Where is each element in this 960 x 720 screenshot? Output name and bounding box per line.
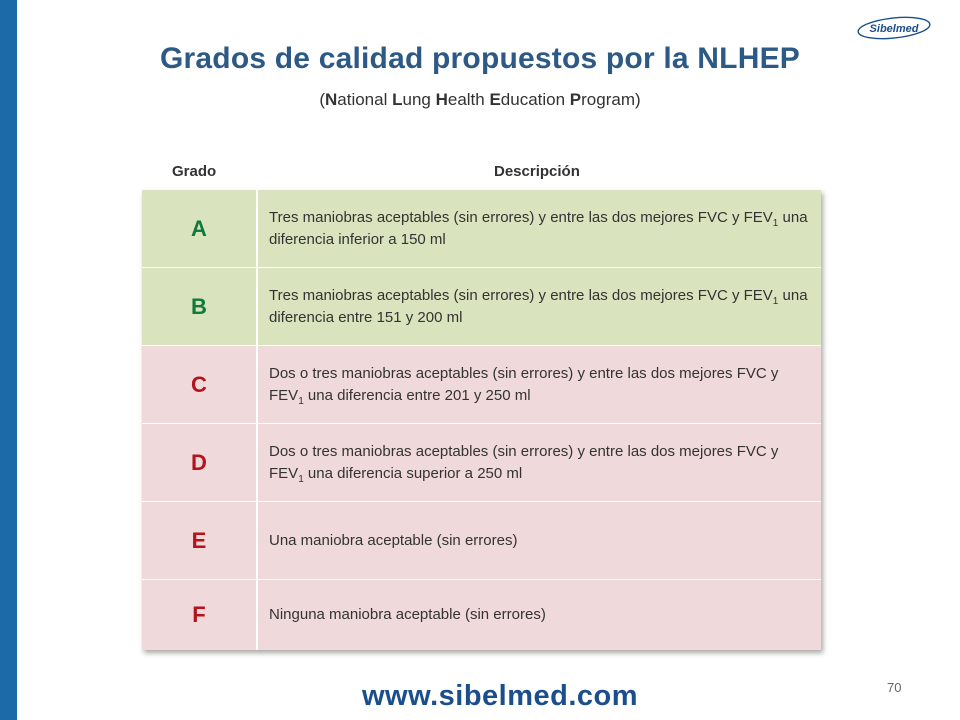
table-row [142, 502, 821, 580]
grade-cell: D [142, 424, 258, 501]
description-cell [258, 268, 821, 345]
table-row [142, 190, 821, 268]
description-cell [258, 580, 821, 650]
subtitle-word: ducation [500, 90, 570, 109]
column-header-description: Descripción [494, 163, 580, 180]
subtitle-word: ealth [447, 90, 490, 109]
grade-cell: C [142, 346, 258, 423]
description-text-end: una diferencia inferior a 150 ml [269, 208, 808, 248]
quality-grades-table [142, 190, 821, 650]
subscript: 1 [772, 295, 779, 307]
subtitle-initial: P [569, 90, 582, 109]
subscript: 1 [298, 395, 304, 407]
subtitle-word: ung [402, 90, 436, 109]
sibelmed-logo [856, 16, 932, 40]
column-header-grade: Grado [172, 163, 217, 180]
description-text: Dos o tres maniobras aceptables (sin errores) y entre las dos mejores FVC y FEV [269, 364, 779, 404]
description-text: Tres maniobras aceptables (sin errores) y entre las dos mejores FVC y FEV [269, 286, 773, 304]
grade-cell: A [142, 190, 258, 267]
page-subtitle [0, 90, 960, 110]
subtitle-close-paren: ) [635, 90, 641, 109]
description-cell [258, 346, 821, 423]
description-text: Tres maniobras aceptables (sin errores) y entre las dos mejores FVC y FEV [269, 208, 773, 226]
subtitle-initial: N [324, 90, 338, 109]
description-text: Dos o tres maniobras aceptables (sin errores) y entre las dos mejores FVC y FEV [269, 442, 779, 482]
description-text-end: una diferencia entre 151 y 200 ml [269, 286, 808, 326]
subtitle-word: rogram [581, 90, 635, 109]
table-row [142, 424, 821, 502]
subtitle-initial: L [392, 90, 403, 109]
description-text: Una maniobra aceptable (sin errores) [269, 531, 518, 549]
page-number: 70 [887, 680, 902, 695]
subtitle-word: ational [337, 90, 393, 109]
description-cell [258, 502, 821, 579]
subscript: 1 [298, 473, 304, 485]
grade-cell: E [142, 502, 258, 579]
description-cell [258, 190, 821, 267]
website-url[interactable]: www.sibelmed.com [362, 680, 639, 712]
page-title: Grados de calidad propuestos por la NLHEP [160, 42, 800, 75]
description-text-end: una diferencia entre 201 y 250 ml [303, 386, 531, 404]
table-row [142, 346, 821, 424]
subtitle-initial: E [489, 90, 501, 109]
grade-cell: F [142, 580, 258, 650]
subtitle-open-paren: ( [319, 90, 325, 109]
description-text: Ninguna maniobra aceptable (sin errores) [269, 606, 546, 623]
table-row [142, 268, 821, 346]
subtitle-initial: H [435, 90, 448, 109]
description-text-end: una diferencia superior a 250 ml [303, 464, 523, 482]
table-row [142, 580, 821, 650]
description-cell [258, 424, 821, 501]
logo-text: Sibelmed [869, 23, 919, 35]
grade-cell: B [142, 268, 258, 345]
subscript: 1 [772, 217, 779, 229]
